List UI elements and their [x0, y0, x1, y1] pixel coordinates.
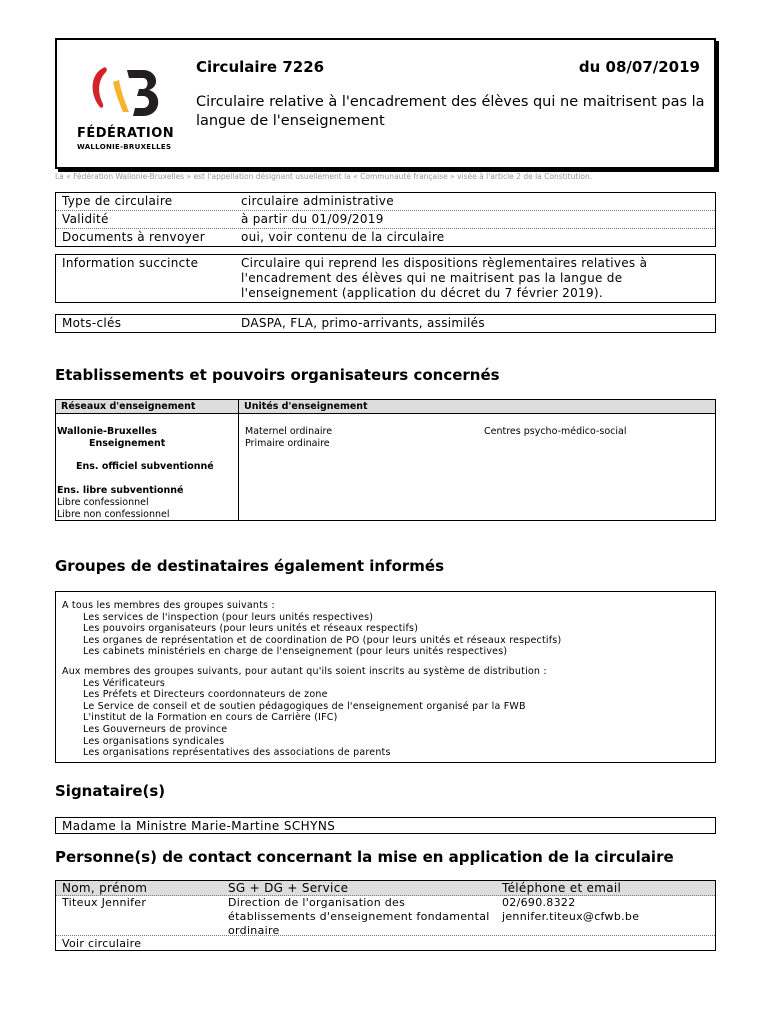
- section-heading-contact: Personne(s) de contact concernant la mise en application de la circulaire: [55, 848, 674, 866]
- groupes-box: [55, 591, 716, 763]
- info-value: circulaire administrative: [241, 194, 394, 208]
- summary-key: Information succincte: [62, 256, 199, 270]
- groupes-item: Les cabinets ministériels en charge de l'enseignement (pour leurs unités respectives): [83, 646, 508, 658]
- contact-row: [56, 896, 715, 936]
- circular-date: du 08/07/2019: [578, 58, 700, 76]
- spacer: [62, 658, 709, 666]
- groupes-item: Les services de l'inspection (pour leurs unités respectives): [83, 611, 374, 623]
- reseaux-cell: [56, 414, 239, 520]
- info-value: à partir du 01/09/2019: [241, 212, 384, 226]
- section-heading-etablissements: Etablissements et pouvoirs organisateurs concernés: [55, 366, 500, 384]
- circular-number: Circulaire 7226: [196, 58, 325, 76]
- groupes-intro-1: A tous les membres des groupes suivants :: [62, 600, 275, 611]
- summary-value: Circulaire qui reprend les dispositions règlementaires relatives à l'encadrement des élèves qui ne maitrisent pas la langue de l'enseignement (application du décret du 7 février 2019).: [241, 256, 648, 300]
- info-row-validity: [56, 211, 715, 229]
- unite-primaire: Primaire ordinaire: [245, 438, 330, 449]
- reseau-libre-non-confessionnel: Libre non confessionnel: [57, 509, 170, 520]
- keywords-row: [56, 315, 715, 332]
- footnote: La « Fédération Wallonie-Bruxelles » est l'appellation désignant usuellement la « Communauté française » visée à l'article 2 de la Constitution.: [55, 172, 593, 181]
- circular-title: Circulaire relative à l'encadrement des élèves qui ne maitrisent pas la langue de l'enseignement: [196, 94, 705, 129]
- groupes-item: Les Vérificateurs: [83, 677, 165, 689]
- logo-title: FÉDÉRATION: [77, 126, 175, 141]
- col-header-unites: Unités d'enseignement: [244, 401, 368, 412]
- contact-service: Direction de l'organisation des établissements d'enseignement fondamental ordinaire: [228, 896, 490, 937]
- logo-subtitle: WALLONIE-BRUXELLES: [77, 143, 172, 151]
- section-heading-groupes: Groupes de destinataires également informés: [55, 557, 444, 575]
- info-key: Type de circulaire: [62, 194, 173, 208]
- info-value: oui, voir contenu de la circulaire: [241, 230, 445, 244]
- groupes-item: Les organes de représentation et de coordination de PO (pour leurs unités et réseaux respectifs): [83, 634, 562, 646]
- unite-maternel: Maternel ordinaire: [245, 426, 333, 437]
- reseau-libre: Ens. libre subventionné: [57, 485, 184, 496]
- groupes-item: Les organisations syndicales: [83, 735, 225, 747]
- groupes-intro-2: Aux membres des groupes suivants, pour autant qu'ils soient inscrits au système de distribution :: [62, 665, 547, 677]
- unite-pms: Centres psycho-médico-social: [484, 426, 627, 437]
- groupes-item: Les organisations représentatives des associations de parents: [83, 747, 391, 759]
- info-row-type: [56, 193, 715, 211]
- contact-col-service: SG + DG + Service: [228, 881, 349, 895]
- contact-name: Titeux Jennifer: [62, 896, 147, 909]
- keywords-value: DASPA, FLA, primo-arrivants, assimilés: [241, 316, 485, 330]
- col-header-reseaux: Réseaux d'enseignement: [56, 400, 239, 413]
- keywords-key: Mots-clés: [62, 316, 122, 330]
- info-table: [55, 192, 716, 247]
- groupes-item: L'institut de la Formation en cours de Carrière (IFC): [83, 712, 338, 724]
- info-key: Documents à renvoyer: [62, 230, 205, 244]
- groupes-item: Les Préfets et Directeurs coordonnateurs de zone: [83, 689, 328, 701]
- reseau-libre-confessionnel: Libre confessionnel: [57, 497, 149, 508]
- summary-table: [55, 254, 716, 303]
- header-box: [55, 38, 716, 169]
- contact-col-phone: Téléphone et email: [502, 881, 622, 895]
- reseau-wbe-line2: Enseignement: [89, 438, 166, 449]
- fwb-logo-icon: [77, 62, 177, 124]
- federation-logo: [77, 62, 177, 158]
- contact-footer-link[interactable]: Voir circulaire: [62, 937, 142, 950]
- keywords-table: [55, 314, 716, 333]
- contact-header: [56, 881, 715, 896]
- contact-phone: 02/690.8322: [502, 896, 576, 909]
- reseau-officiel: Ens. officiel subventionné: [76, 461, 214, 472]
- info-key: Validité: [62, 212, 109, 226]
- section-heading-signataire: Signataire(s): [55, 782, 166, 800]
- summary-row: [56, 255, 715, 302]
- info-row-documents: [56, 229, 715, 246]
- contact-email[interactable]: jennifer.titeux@cfwb.be: [502, 910, 640, 923]
- signataire-box: Madame la Ministre Marie-Martine SCHYNS: [55, 817, 716, 834]
- groupes-item: Le Service de conseil et de soutien pédagogiques de l'enseignement organisé par la FWB: [83, 700, 526, 712]
- reseau-wbe-line1: Wallonie-Bruxelles: [57, 426, 157, 437]
- contact-col-name: Nom, prénom: [62, 881, 148, 895]
- contact-table: [55, 880, 716, 951]
- etablissements-table: [55, 399, 716, 521]
- contact-details: [496, 896, 715, 935]
- groupes-item: Les Gouverneurs de province: [83, 723, 228, 735]
- groupes-item: Les pouvoirs organisateurs (pour leurs unités et réseaux respectifs): [83, 623, 419, 635]
- etablissements-header: [56, 400, 715, 414]
- unites-cell: [239, 414, 715, 520]
- etablissements-body: [56, 414, 715, 520]
